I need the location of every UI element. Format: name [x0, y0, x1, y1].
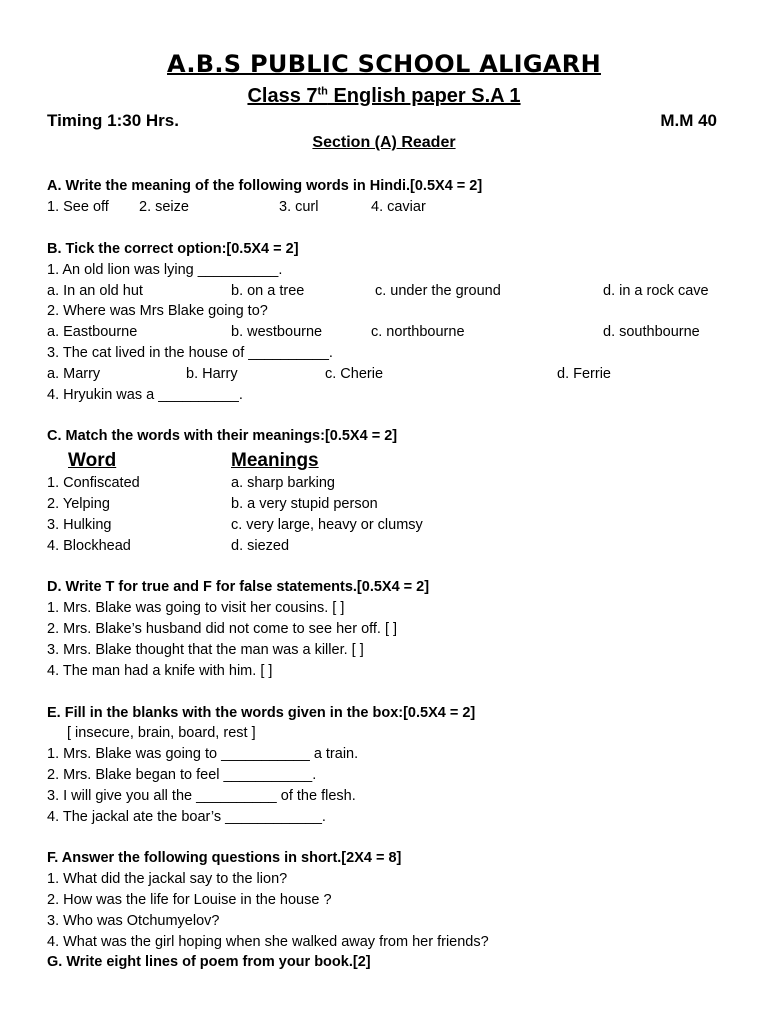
option-item: d. Ferrie: [557, 366, 611, 382]
word-box: [ insecure, brain, board, rest ]: [67, 725, 256, 741]
fill-blank-item: 1. Mrs. Blake was going to ___________ a train.: [47, 746, 359, 762]
question-text: 3. The cat lived in the house of __________.: [47, 345, 333, 361]
option-item: b. Harry: [186, 366, 238, 382]
question-text: 4. Hryukin was a __________.: [47, 387, 243, 403]
question-g-heading: G. Write eight lines of poem from your book.[2]: [47, 954, 371, 970]
option-item: b. on a tree: [231, 283, 305, 299]
word-item: 1. See off: [47, 199, 109, 215]
option-item: a. Eastbourne: [47, 324, 138, 340]
fill-blank-item: 2. Mrs. Blake began to feel ___________.: [47, 767, 317, 783]
statement-item: 4. The man had a knife with him. [ ]: [47, 663, 273, 679]
class-title-sup: th: [317, 85, 328, 98]
match-word: 3. Hulking: [47, 517, 112, 533]
statement-item: 2. Mrs. Blake’s husband did not come to see her off. [ ]: [47, 621, 398, 637]
option-item: d. southbourne: [603, 324, 700, 340]
timing: Timing 1:30 Hrs.: [47, 111, 179, 130]
question-text: 2. Where was Mrs Blake going to?: [47, 303, 268, 319]
match-meaning: b. a very stupid person: [231, 496, 378, 512]
question-f-heading: F. Answer the following questions in short.[2X4 = 8]: [47, 850, 402, 866]
short-question-item: 2. How was the life for Louise in the house ?: [47, 892, 332, 908]
match-meaning: d. siezed: [231, 538, 290, 554]
option-item: c. Cherie: [325, 366, 384, 382]
question-text: 1. An old lion was lying __________.: [47, 262, 283, 278]
option-item: c. under the ground: [375, 283, 501, 299]
short-question-item: 1. What did the jackal say to the lion?: [47, 871, 288, 887]
column-header-meanings: Meanings: [231, 450, 319, 471]
option-item: d. in a rock cave: [603, 283, 709, 299]
option-item: a. In an old hut: [47, 283, 143, 299]
match-word: 2. Yelping: [47, 496, 110, 512]
class-title-suffix: English paper S.A 1: [327, 85, 521, 107]
class-title-prefix: Class 7: [247, 85, 318, 107]
option-item: b. westbourne: [231, 324, 323, 340]
question-c-heading: C. Match the words with their meanings:[0.5X4 = 2]: [47, 428, 398, 444]
question-b-heading: B. Tick the correct option:[0.5X4 = 2]: [47, 241, 299, 257]
fill-blank-item: 4. The jackal ate the boar’s ____________.: [47, 809, 326, 825]
max-marks: M.M 40: [660, 111, 717, 130]
question-d-heading: D. Write T for true and F for false statements.[0.5X4 = 2]: [47, 579, 430, 595]
school-name: A.B.S PUBLIC SCHOOL ALIGARH: [167, 50, 601, 78]
match-word: 4. Blockhead: [47, 538, 131, 554]
option-item: c. northbourne: [371, 324, 465, 340]
fill-blank-item: 3. I will give you all the __________ of the flesh.: [47, 788, 356, 804]
match-meaning: c. very large, heavy or clumsy: [231, 517, 423, 533]
section-title: Section (A) Reader: [312, 134, 456, 151]
word-item: 2. seize: [139, 199, 189, 215]
word-item: 4. caviar: [371, 199, 426, 215]
question-a-heading: A. Write the meaning of the following words in Hindi.[0.5X4 = 2]: [47, 178, 483, 194]
statement-item: 3. Mrs. Blake thought that the man was a killer. [ ]: [47, 642, 364, 658]
short-question-item: 3. Who was Otchumyelov?: [47, 913, 220, 929]
word-item: 3. curl: [279, 199, 319, 215]
statement-item: 1. Mrs. Blake was going to visit her cousins. [ ]: [47, 600, 345, 616]
question-e-heading: E. Fill in the blanks with the words given in the box:[0.5X4 = 2]: [47, 705, 476, 721]
match-word: 1. Confiscated: [47, 475, 140, 491]
match-meaning: a. sharp barking: [231, 475, 335, 491]
option-item: a. Marry: [47, 366, 101, 382]
class-title: [0, 85, 768, 108]
short-question-item: 4. What was the girl hoping when she walked away from her friends?: [47, 934, 489, 950]
column-header-word: Word: [68, 450, 117, 471]
